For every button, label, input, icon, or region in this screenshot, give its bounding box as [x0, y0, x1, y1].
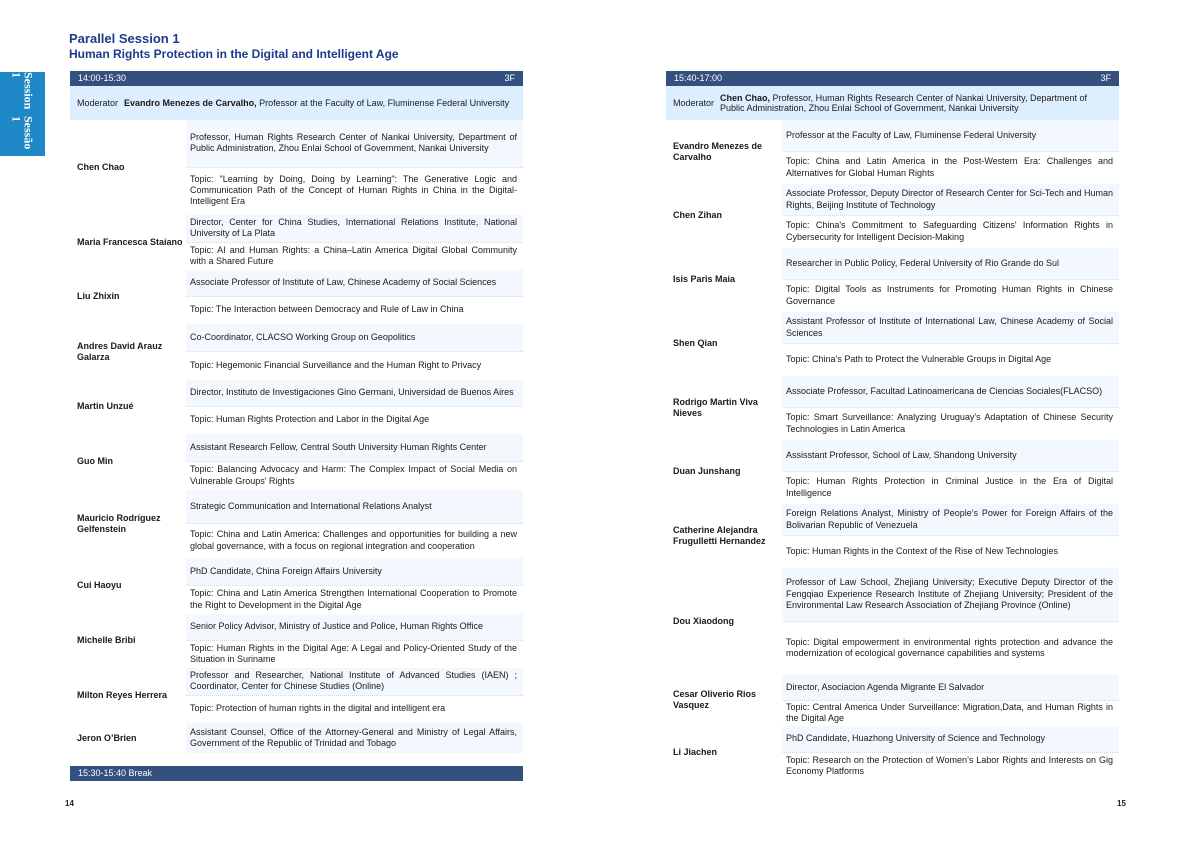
speaker-topic: Topic: Hegemonic Financial Surveillance and the Human Right to Privacy [190, 359, 482, 370]
speaker-topic: Topic: The Interaction between Democracy and Rule of Law in China [190, 304, 464, 315]
session-title: Parallel Session 1 [69, 31, 180, 46]
speaker-name: Martin Unzué [70, 380, 186, 433]
speaker-name: Andres David Arauz Galarza [70, 324, 186, 379]
speaker-topic: Topic: Smart Surveillance: Analyzing Uruguay's Adaptation of Chinese Security Technologies in Latin America [786, 412, 1113, 434]
moderator-affiliation: Professor, Human Rights Research Center of Nankai University, Department of Public Administration, Zhou Enlai School of Government, Nankai University [720, 92, 1088, 113]
speaker-name: Milton Reyes Herrera [70, 668, 186, 722]
speaker-affiliation: Assistant Research Fellow, Central South University Human Rights Center [190, 441, 487, 452]
speaker-row [666, 726, 1119, 780]
speaker-affiliation: Associate Professor of Institute of Law, Chinese Academy of Social Sciences [190, 277, 497, 288]
speaker-row [70, 215, 523, 270]
speaker-row [666, 568, 1119, 675]
speaker-row [666, 120, 1119, 184]
moderator-name: Chen Chao, [720, 92, 771, 103]
speaker-affiliation: Foreign Relations Analyst, Ministry of People's Power for Foreign Affairs of the Bolivarian Republic of Venezuela [786, 508, 1113, 530]
speaker-row [70, 120, 523, 215]
speaker-topic: Topic: "Learning by Doing, Doing by Learning": The Generative Logic and Communication Path of the Concept of Human Rights in China in the Digital-Intelligent Era [190, 173, 517, 207]
speaker-topic: Topic: China's Commitment to Safeguarding Citizens' Information Rights in Cybersecurity for Intelligent Decision-Making [786, 220, 1113, 242]
speaker-topic: Topic: Digital Tools as Instruments for Promoting Human Rights in Chinese Governance [786, 284, 1113, 306]
speaker-affiliation: Professor and Researcher, National Institute of Advanced Studies (IAEN) ; Coordinator, Center for Chinese Studies (Online) [190, 670, 517, 692]
speaker-topic: Topic: Digital empowerment in environmental rights protection and advance the modernization of ecological governance capabilities and systems [786, 636, 1113, 658]
left-time-bar [70, 71, 523, 86]
speaker-affiliation: Associate Professor, Deputy Director of Research Center for Sci-Tech and Human Rights, Beijing Institute of Technology [786, 188, 1113, 210]
speaker-name: Shen Qian [666, 312, 782, 375]
speaker-name: Evandro Menezes de Carvalho [666, 120, 782, 183]
left-floor: 3F [504, 73, 515, 83]
moderator-label: Moderator [77, 97, 119, 108]
speaker-affiliation: Associate Professor, Facultad Latinoamericana de Ciencias Sociales(FLACSO) [786, 385, 1103, 396]
left-moderator [70, 86, 523, 120]
break-label: 15:30-15:40 Break [78, 768, 153, 778]
speaker-affiliation: Director, Asociacion Agenda Migrante El Salvador [786, 681, 985, 692]
speaker-topic: Topic: Balancing Advocacy and Harm: The Complex Impact of Social Media on Vulnerable Groups' Rights [190, 464, 517, 486]
left-time: 14:00-15:30 [78, 73, 127, 83]
side-tab-line1: Session 1 [9, 72, 36, 110]
moderator-label: Moderator [673, 97, 715, 108]
speaker-topic: Topic: Human Rights in the Digital Age: A Legal and Policy-Oriented Study of the Situation in Suriname [190, 642, 517, 664]
session-title-block [69, 31, 399, 62]
speaker-row [666, 312, 1119, 376]
speaker-name: Chen Chao [70, 120, 186, 214]
speaker-affiliation: Professor at the Faculty of Law, Fluminense Federal University [786, 129, 1037, 140]
right-time-bar [666, 71, 1119, 86]
speaker-row [70, 723, 523, 754]
right-schedule [666, 71, 1119, 780]
speaker-affiliation: Senior Policy Advisor, Ministry of Justice and Police, Human Rights Office [190, 621, 483, 632]
speaker-topic: Topic: Human Rights Protection and Labor in the Digital Age [190, 414, 430, 425]
moderator-name: Evandro Menezes de Carvalho, [124, 97, 257, 108]
right-moderator [666, 86, 1119, 120]
speaker-name: Catherine Alejandra Frugulletti Hernandez [666, 504, 782, 567]
speaker-topic: Topic: China’s Path to Protect the Vulnerable Groups in Digital Age [786, 353, 1052, 364]
left-speaker-list [70, 120, 523, 754]
speaker-affiliation: Assistant Counsel, Office of the Attorney-General and Ministry of Legal Affairs, Government of the Republic of Trinidad and Tobago [190, 726, 517, 748]
speaker-topic: Topic: Protection of human rights in the digital and intelligent era [190, 703, 446, 714]
side-session-tab [0, 72, 45, 156]
speaker-name: Maria Francesca Staiano [70, 215, 186, 269]
speaker-affiliation: Researcher in Public Policy, Federal University of Rio Grande do Sul [786, 257, 1059, 268]
right-time: 15:40-17:00 [674, 73, 723, 83]
break-bar [70, 766, 523, 781]
speaker-topic: Topic: China and Latin America in the Post-Western Era: Challenges and Alternatives for Global Human Rights [786, 156, 1113, 178]
speaker-name: Mauricio Rodríguez Gelfenstein [70, 490, 186, 557]
speaker-row [666, 184, 1119, 248]
speaker-affiliation: Strategic Communication and International Relations Analyst [190, 500, 432, 511]
left-schedule [70, 71, 523, 781]
speaker-affiliation: Director, Instituto de Investigaciones Gino Germani, Universidad de Buenos Aires [190, 387, 514, 398]
speaker-affiliation: Professor of Law School, Zhejiang University; Executive Deputy Director of the Fengqiao Experience Research Institute of Zhejiang University; President of the Environmental Law Research Association of Zhejiang Province (Online) [786, 577, 1113, 610]
speaker-name: Li Jiachen [666, 726, 782, 779]
speaker-row [666, 675, 1119, 726]
speaker-name: Chen Zihan [666, 184, 782, 247]
speaker-topic: Topic: China and Latin America: Challenges and opportunities for building a new global governance, with a focus on regional integration and cooperation [190, 529, 517, 551]
right-speaker-list [666, 120, 1119, 780]
speaker-affiliation: Assisstant Professor, School of Law, Shandong University [786, 449, 1017, 460]
speaker-affiliation: PhD Candidate, Huazhong University of Science and Technology [786, 733, 1045, 744]
speaker-name: Liu Zhixin [70, 270, 186, 323]
speaker-name: Jeron O’Brien [70, 723, 186, 753]
speaker-row [666, 248, 1119, 312]
side-tab-line2: Sessão 1 [9, 116, 36, 150]
speaker-affiliation: Professor, Human Rights Research Center of Nankai University, Department of Public Administration, Zhou Enlai School of Government, Nankai University [190, 132, 517, 154]
speaker-topic: Topic: Central America Under Surveillance: Migration,Data, and Human Rights in the Digital Age [786, 701, 1113, 723]
speaker-name: Cui Haoyu [70, 558, 186, 613]
page-number-right: 15 [1117, 799, 1126, 808]
speaker-topic: Topic: China and Latin America Strengthen International Cooperation to Promote the Right to Development in the Digital Age [190, 588, 517, 610]
speaker-affiliation: Director, Center for China Studies, International Relations Institute, National University of La Plata [190, 217, 517, 239]
speaker-row [666, 440, 1119, 504]
moderator-affiliation: Professor at the Faculty of Law, Fluminense Federal University [256, 97, 510, 108]
speaker-name: Isis Paris Maia [666, 248, 782, 311]
speaker-row [666, 504, 1119, 568]
speaker-topic: Topic: Human Rights Protection in Criminal Justice in the Era of Digital Intelligence [786, 476, 1113, 498]
speaker-row [70, 558, 523, 614]
speaker-row [70, 324, 523, 380]
speaker-affiliation: Assistant Professor of Institute of International Law, Chinese Academy of Social Sciences [786, 316, 1113, 338]
speaker-affiliation: PhD Candidate, China Foreign Affairs University [190, 565, 382, 576]
session-subtitle: Human Rights Protection in the Digital and Intelligent Age [69, 47, 399, 61]
speaker-name: Michelle Bribi [70, 614, 186, 667]
speaker-row [70, 434, 523, 490]
speaker-row [70, 270, 523, 324]
speaker-name: Dou Xiaodong [666, 568, 782, 674]
page-number-left: 14 [65, 799, 74, 808]
speaker-row [70, 668, 523, 723]
speaker-topic: Topic: Human Rights in the Context of the Rise of New Technologies [786, 545, 1058, 556]
speaker-row [70, 614, 523, 668]
speaker-row [666, 376, 1119, 440]
speaker-name: Rodrigo Martin Viva Nieves [666, 376, 782, 439]
speaker-row [70, 490, 523, 558]
speaker-topic: Topic: AI and Human Rights: a China–Latin America Digital Global Community with a Shared Future [190, 244, 517, 266]
speaker-row [70, 380, 523, 434]
speaker-name: Guo Min [70, 434, 186, 489]
speaker-topic: Topic: Research on the Protection of Women’s Labor Rights and Interests on Gig Economy Platforms [786, 754, 1113, 776]
right-floor: 3F [1100, 73, 1111, 83]
speaker-affiliation: Co-Coordinator, CLACSO Working Group on Geopolitics [190, 331, 416, 342]
speaker-name: Duan Junshang [666, 440, 782, 503]
speaker-name: Cesar Oliverio Rios Vasquez [666, 675, 782, 725]
